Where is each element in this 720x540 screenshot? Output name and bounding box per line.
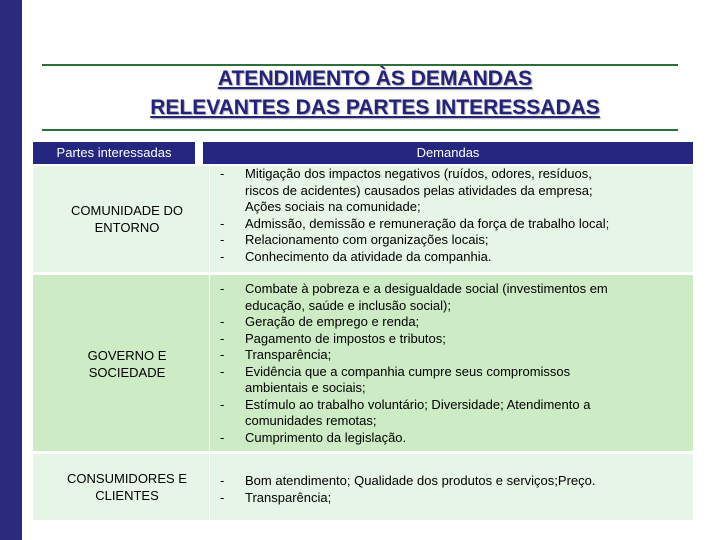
bullet-dash: -	[220, 248, 225, 264]
demand-line: Transparência;	[245, 347, 332, 362]
demand-line: Relacionamento com organizações locais;	[245, 232, 489, 247]
demand-line: Mitigação dos impactos negativos (ruídos, odores, resíduos,	[245, 166, 592, 181]
demands-cell	[234, 275, 693, 451]
bullet-dash: -	[220, 215, 225, 231]
left-accent-bar	[0, 0, 22, 540]
stakeholder-name-line: GOVERNO E	[87, 348, 167, 363]
demand-line: comunidades remotas;	[245, 413, 377, 428]
demand-line: Conhecimento da atividade da companhia.	[245, 248, 492, 264]
demand-line: Geração de emprego e renda;	[245, 314, 420, 329]
stakeholder-name-line: ENTORNO	[94, 220, 160, 235]
stakeholder-name-line: CONSUMIDORES E	[67, 471, 187, 486]
bullet-dash: -	[220, 314, 225, 329]
demand-line: Ações sociais na comunidade;	[245, 199, 421, 214]
bullet-dash: -	[220, 232, 225, 247]
bullet-dash	[220, 380, 234, 397]
bullet-dash	[220, 413, 234, 430]
bullet-column	[210, 166, 234, 272]
demand-line: Admissão, demissão e remuneração da força de trabalho local;	[245, 215, 610, 231]
title-bottom-rule	[42, 129, 678, 131]
demand-line: Bom atendimento; Qualidade dos produtos e serviços;Preço.	[245, 473, 596, 488]
bullet-dash: -	[220, 489, 225, 505]
header-demands: Demandas	[203, 142, 693, 164]
bullet-column	[210, 275, 234, 451]
stakeholder-cell	[33, 166, 209, 272]
stakeholder-name-line: CLIENTES	[95, 488, 159, 503]
demand-line: Evidência que a companhia cumpre seus compromissos	[245, 363, 571, 379]
bullet-dash: -	[220, 347, 225, 362]
bullet-dash: -	[220, 396, 225, 412]
stakeholder-name-line: SOCIEDADE	[88, 365, 166, 380]
header-stakeholders: Partes interessadas	[33, 142, 195, 164]
bullet-dash: -	[220, 363, 225, 379]
title-line: RELEVANTES DAS PARTES INTERESSADAS	[150, 96, 600, 119]
slide-title	[40, 64, 710, 122]
stakeholder-name-line: COMUNIDADE DO	[71, 203, 183, 218]
demands-cell	[234, 454, 693, 520]
demand-line: Cumprimento da legislação.	[245, 429, 407, 445]
bullet-dash	[220, 298, 234, 315]
demand-line: Transparência;	[245, 489, 332, 505]
bullet-column	[210, 454, 234, 520]
demand-line: Estímulo ao trabalho voluntário; Diversidade; Atendimento a	[245, 396, 591, 412]
stakeholder-cell	[33, 275, 209, 451]
demand-line: Pagamento de impostos e tributos;	[245, 330, 446, 346]
demands-cell	[234, 166, 693, 272]
bullet-dash: -	[220, 330, 225, 346]
bullet-dash: -	[220, 429, 225, 445]
bullet-dash: -	[220, 473, 225, 488]
demand-line: educação, saúde e inclusão social);	[245, 297, 451, 313]
bullet-dash: -	[220, 281, 225, 296]
bullet-dash	[220, 183, 234, 200]
demand-line: ambientais e sociais;	[245, 380, 366, 395]
title-line: ATENDIMENTO ÀS DEMANDAS	[217, 67, 533, 90]
demand-line: Combate à pobreza e a desigualdade social (investimentos em	[245, 281, 608, 296]
bullet-dash	[220, 199, 234, 216]
demand-line: riscos de acidentes) causados pelas atividades da empresa;	[245, 182, 593, 198]
bullet-dash: -	[220, 166, 225, 181]
stakeholder-cell	[33, 454, 209, 520]
